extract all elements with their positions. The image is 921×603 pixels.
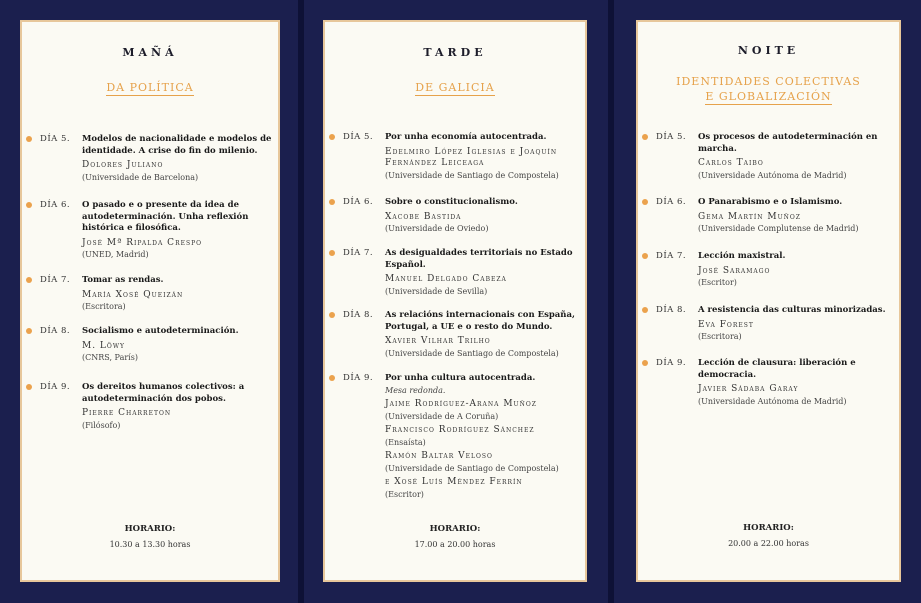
day-body: [698, 305, 895, 343]
day-label: DÍA 7.: [343, 248, 374, 258]
bullet-dot: [642, 253, 648, 259]
bullet-dot: [642, 199, 648, 205]
day-entry: [26, 326, 274, 364]
bullet-dot: [26, 202, 32, 208]
panel-heading: MAÑÁ: [122, 46, 178, 59]
day-entry: [329, 197, 581, 235]
talk-title: O pasado e o presente da idea de autodeterminación. Unha reflexión histórica e filosófica.: [82, 200, 249, 233]
bullet-dot: [329, 134, 335, 140]
day-entry: [642, 197, 895, 235]
talk-title: Os dereitos humanos colectivos: a autodeterminación dos pobos.: [82, 382, 245, 404]
panel-manha: [20, 20, 280, 582]
day-body: [82, 200, 274, 261]
day-entry: [26, 382, 274, 431]
day-entry: [642, 305, 895, 343]
talk-title: Socialismo e autodeterminación.: [82, 326, 239, 336]
panel-subtitle: DE GALICIA: [415, 81, 495, 94]
day-label: DÍA 9.: [40, 382, 71, 392]
speaker-name: José Saramago: [698, 265, 771, 276]
speaker-name: Ramón Baltar Veloso: [385, 451, 493, 461]
bullet-dot: [329, 250, 335, 256]
day-label: DÍA 5.: [656, 132, 687, 142]
bullet-dot: [329, 375, 335, 381]
talk-title: Por unha economía autocentrada.: [385, 132, 547, 142]
panel-heading: NOITE: [737, 44, 800, 57]
speaker-affiliation: (Ensaísta): [385, 437, 426, 447]
speaker-affiliation: (Filósofo): [82, 420, 121, 430]
speaker-name: Edelmiro López Iglesias e Joaquín Fernández Leiceaga: [385, 146, 558, 168]
talk-title: Tomar as rendas.: [82, 275, 164, 285]
speaker-name: Carlos Taibo: [698, 158, 764, 168]
day-label: DÍA 9.: [343, 373, 374, 383]
day-entry: [642, 251, 895, 289]
talk-title: Os procesos de autodeterminación en marcha.: [698, 132, 878, 154]
day-body: [82, 326, 274, 364]
talk-title: Lección de clausura: liberación e democracia.: [698, 358, 856, 380]
speaker-name: Dolores Juliano: [82, 160, 164, 170]
panel-noite: [636, 20, 901, 582]
speaker-affiliation: (UNED, Madrid): [82, 250, 149, 259]
bullet-dot: [642, 307, 648, 313]
speaker-affiliation: (Universidade Autónoma de Madrid): [698, 396, 847, 406]
speaker-name: Eva Forest: [698, 319, 754, 330]
day-entry: [642, 358, 895, 407]
talk-title: O Panarabismo e o Islamismo.: [698, 197, 843, 207]
day-body: [385, 373, 581, 500]
day-body: [82, 275, 274, 313]
bullet-dot: [26, 384, 32, 390]
day-entry: [26, 134, 274, 183]
day-entry: [26, 275, 274, 313]
day-entry: [329, 132, 581, 181]
talk-note: Mesa redonda.: [385, 385, 446, 395]
bullet-dot: [329, 199, 335, 205]
bullet-dot: [329, 312, 335, 318]
bullet-dot: [26, 277, 32, 283]
panel-subtitle: IDENTIDADES COLECTIVAS E GLOBALIZACIÓN: [676, 75, 861, 103]
day-body: [385, 248, 581, 297]
speaker-affiliation: (Universidade Autónoma de Madrid): [698, 170, 847, 180]
day-entry: [329, 310, 581, 359]
speaker-affiliation: (Escritora): [698, 332, 742, 341]
horario: HORARIO: 20.00 a 22.00 horas: [728, 523, 809, 548]
day-label: DÍA 5.: [40, 134, 71, 144]
panel-heading: TARDE: [423, 46, 487, 59]
speaker-affiliation: (Escritor): [698, 278, 737, 287]
bullet-dot: [642, 134, 648, 140]
speaker-name: e Xosé Luís Méndez Ferrín: [385, 477, 523, 487]
speaker-name: Xavier Vilhar Trilho: [385, 336, 491, 346]
day-body: [385, 197, 581, 235]
day-label: DÍA 8.: [40, 326, 71, 336]
speaker-affiliation: (Escritora): [82, 302, 126, 311]
day-entry: [26, 200, 274, 261]
talk-title: A resistencia das culturas minorizadas.: [698, 305, 886, 315]
speaker-name: Javier Sádaba Garay: [698, 384, 799, 394]
day-body: [82, 134, 274, 183]
horario: HORARIO: 10.30 a 13.30 horas: [109, 524, 191, 549]
speaker-name: Xacobe Bastida: [385, 211, 462, 222]
day-label: DÍA 9.: [656, 358, 687, 368]
bullet-dot: [642, 360, 648, 366]
speaker-affiliation: (Universidade de Oviedo): [385, 224, 489, 233]
speaker-name: Pierre Charreton: [82, 408, 172, 418]
speaker-affiliation: (Universidade de Barcelona): [82, 172, 199, 182]
day-body: [385, 132, 581, 181]
day-body: [385, 310, 581, 359]
fold-left: [298, 0, 304, 603]
speaker-affiliation: (CNRS, París): [82, 353, 138, 362]
day-label: DÍA 6.: [40, 200, 71, 210]
speaker-affiliation: (Universidade de A Coruña): [385, 411, 499, 421]
day-label: DÍA 7.: [656, 251, 687, 261]
day-body: [698, 197, 895, 235]
day-body: [698, 251, 895, 289]
panel-tarde: [323, 20, 587, 582]
bullet-dot: [26, 136, 32, 142]
horario: HORARIO: 17.00 a 20.00 horas: [414, 524, 496, 549]
speaker-name: Gema Martín Muñoz: [698, 211, 801, 222]
day-entry: [329, 248, 581, 297]
talk-title: As desigualdades territoriais no Estado Español.: [385, 248, 573, 270]
speaker-affiliation: (Universidade de Santiago de Compostela): [385, 463, 559, 473]
speaker-name: M. Löwy: [82, 340, 125, 351]
day-entry: [642, 132, 895, 181]
speaker-affiliation: (Universidade de Santiago de Compostela): [385, 348, 559, 358]
day-body: [698, 358, 895, 407]
day-body: [82, 382, 274, 431]
talk-title: As relacións internacionais con España, Portugal, a UE e o resto do Mundo.: [385, 310, 575, 332]
speaker-name: Jaime Rodríguez-Arana Muñoz: [385, 399, 537, 409]
talk-title: Por unha cultura autocentrada.: [385, 373, 536, 383]
bullet-dot: [26, 328, 32, 334]
day-body: [698, 132, 895, 181]
panel-subtitle: DA POLÍTICA: [106, 81, 194, 94]
day-label: DÍA 7.: [40, 275, 71, 285]
speaker-affiliation: (Escritor): [385, 489, 424, 499]
speaker-affiliation: (Universidade Complutense de Madrid): [698, 224, 859, 233]
fold-right: [608, 0, 614, 603]
speaker-affiliation: (Universidade de Sevilla): [385, 286, 488, 296]
day-label: DÍA 8.: [343, 310, 374, 320]
day-entry: [329, 373, 581, 500]
talk-title: Sobre o constitucionalismo.: [385, 197, 518, 207]
speaker-name: Francisco Rodríguez Sánchez: [385, 425, 535, 435]
day-label: DÍA 5.: [343, 132, 374, 142]
day-label: DÍA 6.: [343, 197, 374, 207]
day-label: DÍA 8.: [656, 305, 687, 315]
day-label: DÍA 6.: [656, 197, 687, 207]
speaker-name: Manuel Delgado Cabeza: [385, 274, 507, 284]
talk-title: Lección maxistral.: [698, 251, 786, 261]
speaker-affiliation: (Universidade de Santiago de Compostela): [385, 170, 559, 180]
speaker-name: José Mª Ripalda Crespo: [82, 237, 203, 248]
speaker-name: María Xosé Queizán: [82, 289, 184, 300]
talk-title: Modelos de nacionalidade e modelos de identidade. A crise do fin do milenio.: [82, 134, 272, 156]
